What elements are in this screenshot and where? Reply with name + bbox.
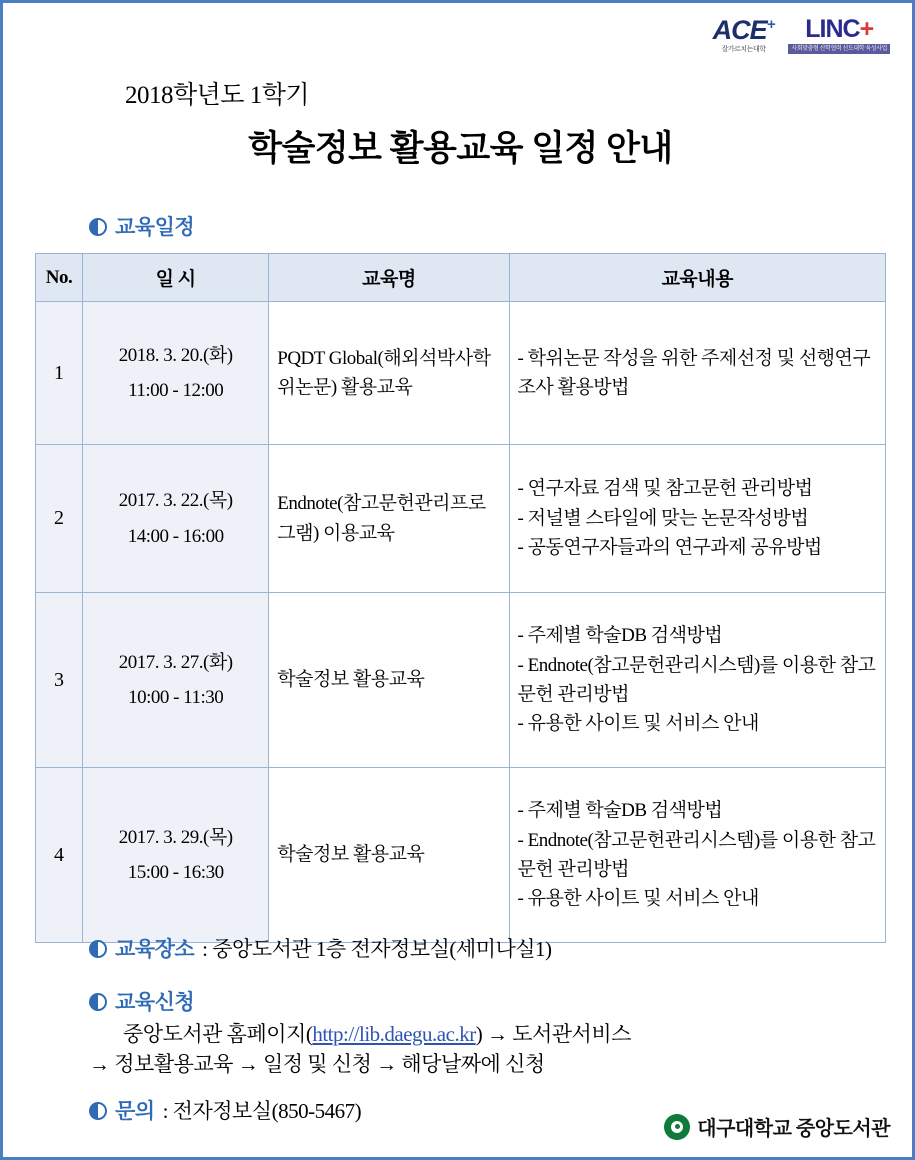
cell-no: 3 (36, 593, 83, 768)
cell-time-line: 14:00 - 16:00 (127, 525, 224, 547)
cell-course-name: Endnote(참고문헌관리프로그램) 이용교육 (269, 445, 509, 593)
linc-logo-wordmark (788, 17, 890, 42)
cell-datetime (83, 445, 269, 593)
section-heading-contact-label: 문의 (115, 1099, 155, 1123)
half-circle-bullet-icon (89, 218, 107, 236)
column-header-course-name: 교육명 (269, 254, 509, 302)
cell-datetime (83, 768, 269, 943)
section-heading-apply-label: 교육신청 (115, 990, 195, 1014)
page-title: 학술정보 활용교육 일정 안내 (248, 129, 673, 168)
cell-date-line: 2017. 3. 29.(목) (118, 826, 233, 848)
cell-time-line: 11:00 - 12:00 (128, 380, 224, 401)
library-homepage-link[interactable]: http://lib.daegu.ac.kr (312, 1022, 476, 1046)
apply-line-1-prefix: 중앙도서관 홈페이지( (123, 1022, 313, 1046)
section-apply (89, 986, 631, 1080)
cell-datetime (83, 302, 269, 445)
cell-course-content (509, 445, 885, 593)
cell-datetime (83, 593, 269, 768)
cell-no: 4 (36, 768, 83, 943)
cell-course-name: PQDT Global(해외석박사학위논문) 활용교육 (269, 302, 509, 445)
cell-course-content (509, 593, 885, 768)
apply-line-1-suffix: ) → 도서관서비스 (475, 1022, 631, 1046)
content-line: - 공동연구자들과의 연구과제 공유방법 (517, 537, 822, 559)
ace-logo-text: ACE (712, 15, 767, 45)
table-row (36, 302, 886, 445)
section-heading-schedule (89, 211, 194, 241)
linc-logo-plus: + (859, 15, 874, 43)
half-circle-bullet-icon (89, 1102, 107, 1120)
contact-text: : 전자정보실(850-5467) (162, 1099, 362, 1123)
table-row (36, 593, 886, 768)
table-row (36, 445, 886, 593)
university-emblem-icon (664, 1114, 690, 1140)
content-line: - 주제별 학술DB 검색방법 (517, 800, 723, 822)
apply-line-1 (89, 1020, 631, 1050)
ace-logo (713, 17, 775, 53)
ace-logo-subtitle: 잘가르치는대학 (721, 46, 766, 53)
half-circle-bullet-icon (89, 940, 107, 958)
linc-logo (788, 17, 890, 54)
content-line: - 저널별 스타일에 맞는 논문작성방법 (517, 507, 809, 529)
content-line: - 연구자료 검색 및 참고문헌 관리방법 (517, 478, 813, 500)
content-line: - Endnote(참고문헌관리시스템)를 이용한 참고문헌 관리방법 (517, 829, 876, 880)
section-heading-contact (89, 1095, 361, 1125)
column-header-course-content: 교육내용 (509, 254, 885, 302)
cell-date-line: 2018. 3. 20.(화) (118, 344, 233, 366)
semester-label: 2018학년도 1학기 (125, 82, 310, 109)
schedule-table-wrap (35, 253, 886, 943)
schedule-table (35, 253, 886, 943)
cell-no: 1 (36, 302, 83, 445)
cell-course-content (509, 768, 885, 943)
cell-time-line: 10:00 - 11:30 (128, 687, 224, 708)
cell-no: 2 (36, 445, 83, 593)
half-circle-bullet-icon (89, 993, 107, 1011)
place-text: : 중앙도서관 1층 전자정보실(세미나실1) (202, 937, 552, 961)
cell-course-name: 학술정보 활용교육 (269, 768, 509, 943)
apply-line-2: → 정보활용교육 → 일정 및 신청 → 해당날짜에 신청 (89, 1051, 545, 1076)
linc-logo-text: LINC (805, 15, 860, 43)
content-line: - 유용한 사이트 및 서비스 안내 (517, 888, 759, 910)
content-line: - 학위논문 작성을 위한 주제선정 및 선행연구 조사 활용방법 (517, 347, 871, 398)
cell-course-name: 학술정보 활용교육 (269, 593, 509, 768)
section-heading-place (89, 933, 552, 963)
linc-logo-subtitle: 사회맞춤형 산학협력 선도대학 육성사업 (788, 44, 890, 54)
table-row (36, 768, 886, 943)
column-header-no: No. (36, 254, 83, 302)
content-line: - 주제별 학술DB 검색방법 (517, 625, 723, 647)
cell-date-line: 2017. 3. 22.(목) (118, 490, 233, 512)
section-heading-schedule-label: 교육일정 (115, 215, 195, 239)
section-heading-apply (89, 986, 631, 1016)
library-logo (664, 1112, 890, 1141)
cell-time-line: 15:00 - 16:30 (127, 862, 224, 883)
logo-bar (713, 17, 890, 54)
apply-instructions (89, 1020, 631, 1080)
ace-logo-wordmark (713, 17, 775, 44)
cell-date-line: 2017. 3. 27.(화) (118, 651, 233, 673)
library-name: 대구대학교 중앙도서관 (697, 1118, 890, 1140)
content-line: - 유용한 사이트 및 서비스 안내 (517, 713, 759, 735)
table-header-row (36, 254, 886, 302)
cell-course-content (509, 302, 885, 445)
section-heading-place-label: 교육장소 (115, 937, 195, 961)
content-line: - Endnote(참고문헌관리시스템)를 이용한 참고문헌 관리방법 (517, 654, 876, 705)
column-header-datetime: 일 시 (83, 254, 269, 302)
ace-logo-plus: + (766, 16, 775, 33)
